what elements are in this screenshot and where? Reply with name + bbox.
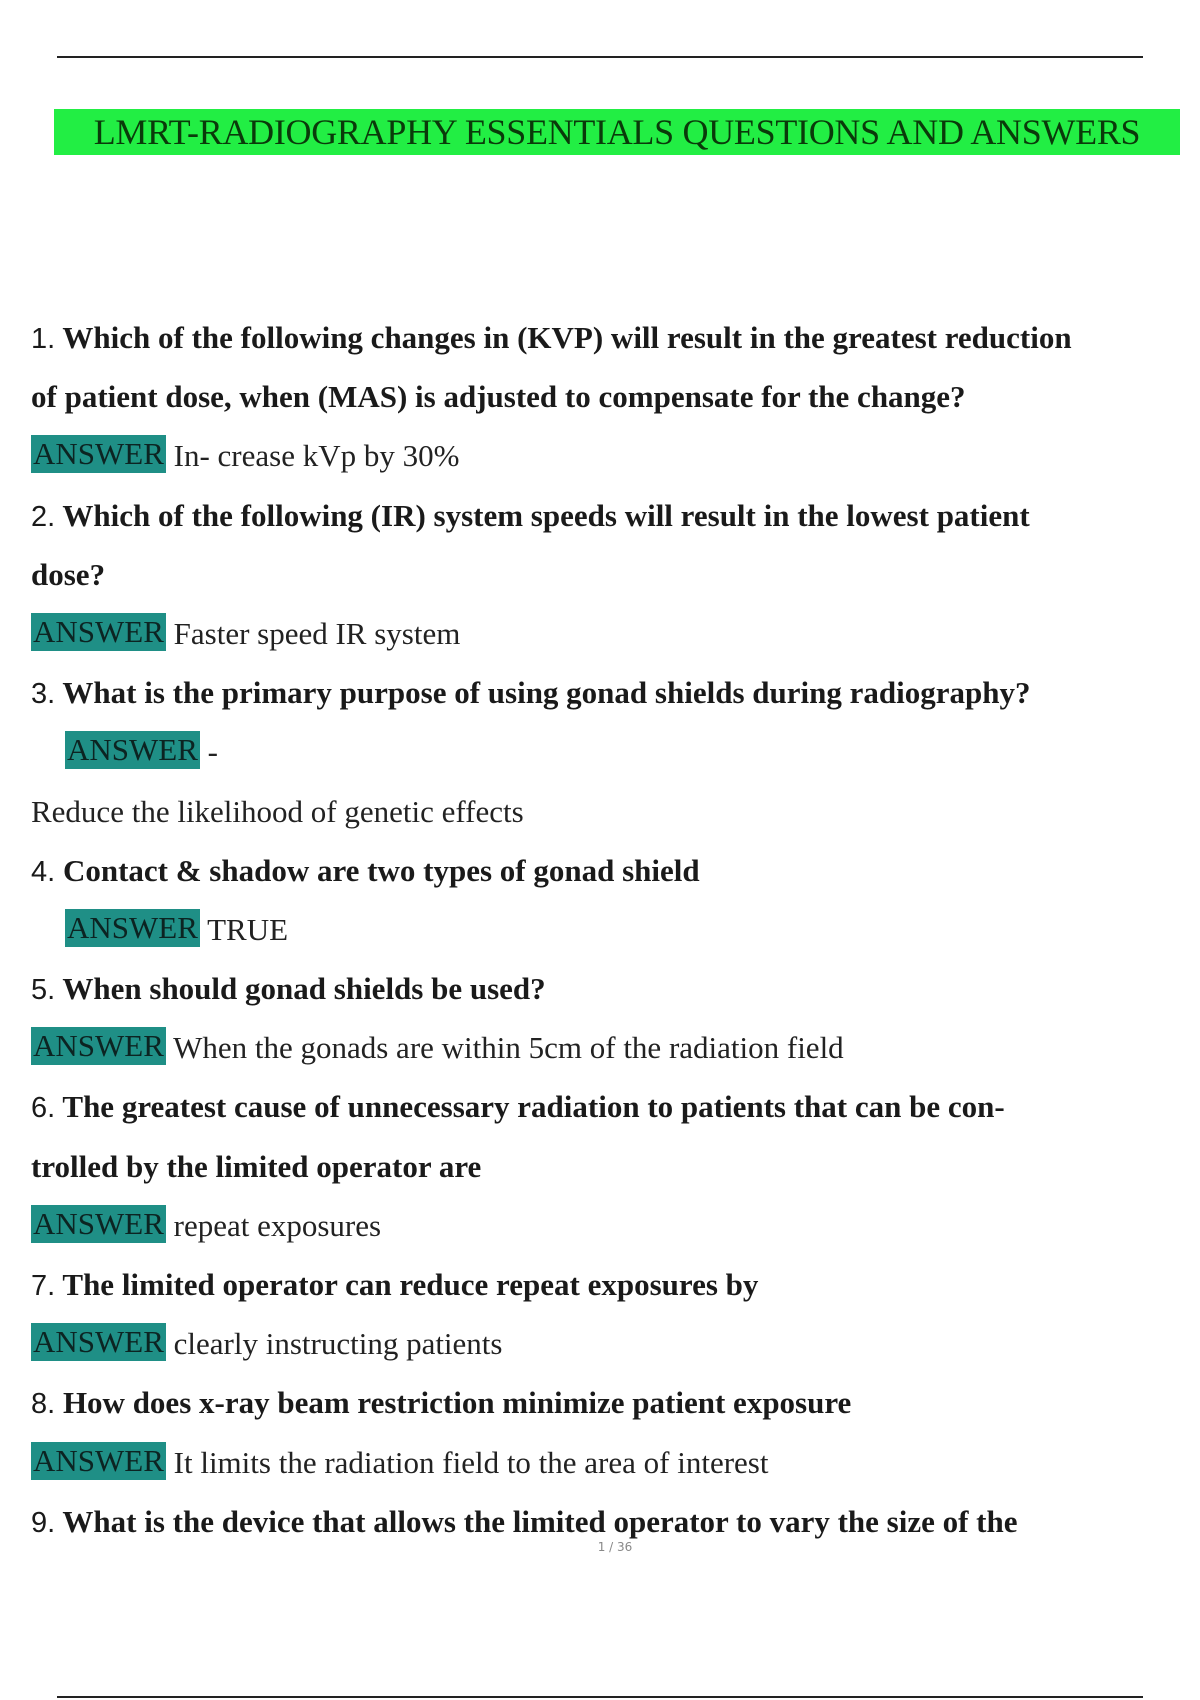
answer-text: When the gonads are within 5cm of the radiation field (173, 1030, 844, 1066)
answer-badge: ANSWER (33, 1028, 164, 1064)
answer-badge: ANSWER (67, 909, 198, 945)
question-text: Which of the following changes in (KVP) will result in the greatest reduction (62, 320, 1072, 355)
question-text: of patient dose, when (MAS) is adjusted to compensate for the change? (31, 379, 966, 415)
question-text: Which of the following (IR) system speeds will result in the lowest patient (62, 497, 1030, 533)
answer-badge: ANSWER (33, 613, 164, 649)
answer-4 (31, 900, 1200, 959)
question-6 (31, 1077, 1200, 1136)
question-4 (31, 841, 1200, 900)
question-1 (31, 308, 1200, 367)
answer-text: TRUE (207, 911, 289, 947)
answer-badge: ANSWER (33, 436, 164, 472)
question-6-continued (31, 1137, 1200, 1196)
question-text: trolled by the limited operator are (31, 1148, 482, 1184)
question-7 (31, 1255, 1200, 1314)
question-text: When should gonad shields be used? (62, 971, 546, 1007)
answer-2 (31, 604, 1200, 663)
answer-badge: ANSWER (33, 1205, 164, 1241)
question-text: How does x-ray beam restriction minimize patient exposure (62, 1385, 852, 1421)
answer-6 (31, 1196, 1200, 1255)
question-number: 7. (31, 1270, 56, 1302)
answer-1 (31, 426, 1200, 485)
answer-badge: ANSWER (33, 1442, 164, 1478)
answer-3-label (31, 722, 1200, 781)
answer-text: In- crease kVp by 30% (173, 438, 460, 474)
question-5 (31, 959, 1200, 1018)
bottom-divider (57, 1696, 1143, 1698)
question-number: 8. (31, 1388, 56, 1421)
question-2 (31, 486, 1200, 545)
answer-8 (31, 1433, 1200, 1492)
page-number: 1 / 36 (597, 1540, 633, 1554)
answer-badge: ANSWER (33, 1324, 164, 1360)
question-text: Contact & shadow are two types of gonad shield (62, 852, 700, 888)
answer-text: repeat exposures (173, 1207, 382, 1243)
question-1-continued (31, 367, 1200, 426)
question-text: The greatest cause of unnecessary radiation to patients that can be con- (62, 1089, 1005, 1125)
question-text: dose? (31, 556, 106, 592)
question-number: 6. (31, 1092, 56, 1125)
answer-dash: - (207, 734, 218, 770)
question-3 (31, 663, 1200, 722)
answer-text: Reduce the likelihood of genetic effects (31, 793, 524, 829)
question-number: 1. (31, 323, 56, 355)
question-number: 2. (31, 500, 56, 533)
question-8 (31, 1373, 1200, 1432)
answer-7 (31, 1314, 1200, 1373)
document-title: LMRT-RADIOGRAPHY ESSENTIALS QUESTIONS AND ANSWERS (93, 112, 1141, 152)
question-text: What is the primary purpose of using gonad shields during radiography? (62, 675, 1031, 711)
question-text: The limited operator can reduce repeat exposures by (62, 1267, 759, 1302)
answer-text: Faster speed IR system (173, 615, 461, 651)
question-number: 5. (31, 974, 56, 1007)
question-number: 9. (31, 1506, 56, 1539)
top-divider (57, 56, 1143, 58)
answer-text: It limits the radiation field to the area of interest (173, 1444, 769, 1480)
answer-3 (31, 782, 1200, 841)
answer-5 (31, 1018, 1200, 1077)
question-2-continued (31, 545, 1200, 604)
question-number: 3. (31, 678, 56, 711)
question-number: 4. (31, 855, 56, 888)
answer-badge: ANSWER (67, 732, 198, 768)
question-text: What is the device that allows the limited operator to vary the size of the (62, 1503, 1018, 1539)
qa-list (31, 308, 1200, 1551)
answer-text: clearly instructing patients (173, 1326, 503, 1362)
title-highlight (54, 109, 1180, 155)
